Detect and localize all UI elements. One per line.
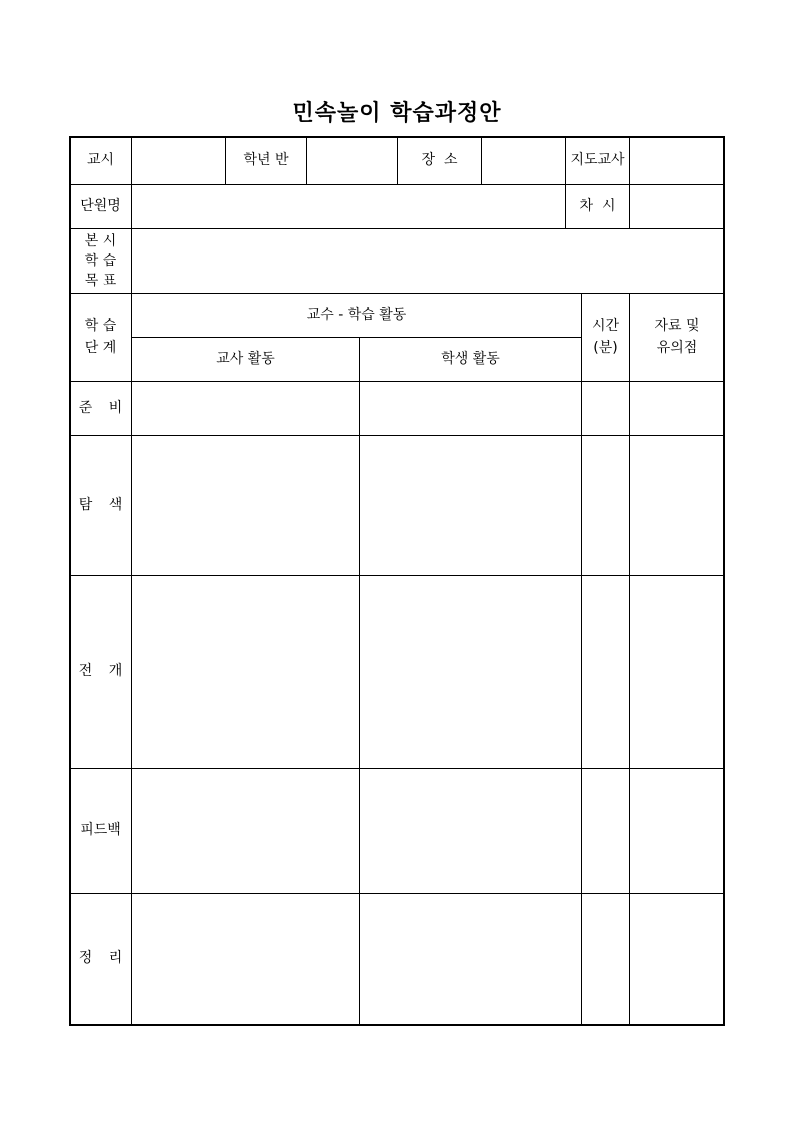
teacher-field[interactable] <box>630 137 724 184</box>
teacher-activity-cell[interactable] <box>132 576 359 768</box>
stage-label-explore: 탐 색 <box>78 496 123 513</box>
grade-class-field[interactable] <box>307 137 397 184</box>
teacher-activity-cell[interactable] <box>132 436 359 575</box>
goal-field[interactable] <box>132 229 724 293</box>
materials-cell[interactable] <box>630 576 724 768</box>
time-cell[interactable] <box>582 576 629 768</box>
time-cell[interactable] <box>582 436 629 575</box>
materials-cell[interactable] <box>630 894 724 1024</box>
time-header-line: (분) <box>593 339 618 356</box>
period-label: 교시 <box>86 151 115 168</box>
teacher-activity-cell[interactable] <box>132 894 359 1024</box>
session-field[interactable] <box>630 185 724 228</box>
stage-header-line: 단 계 <box>84 339 117 356</box>
student-activity-cell[interactable] <box>360 894 581 1024</box>
stage-label-prepare: 준 비 <box>78 399 123 416</box>
goal-label-line: 학 습 <box>84 252 117 269</box>
session-label: 차 시 <box>579 197 616 214</box>
goal-label-line: 본 시 <box>84 232 117 249</box>
stage-label-feedback: 피드백 <box>80 822 121 839</box>
grade-class-label: 학년 반 <box>243 151 289 168</box>
stage-header-line: 학 습 <box>84 317 117 334</box>
place-label: 장 소 <box>421 151 458 168</box>
activity-header: 교수 - 학습 활동 <box>306 306 407 323</box>
teacher-activity-header: 교사 활동 <box>216 350 275 367</box>
student-activity-cell[interactable] <box>360 382 581 435</box>
teacher-label: 지도교사 <box>570 151 625 168</box>
goal-label <box>70 229 131 293</box>
time-cell[interactable] <box>582 769 629 893</box>
student-activity-header: 학생 활동 <box>441 350 500 367</box>
stage-label-develop: 전 개 <box>78 663 123 680</box>
materials-cell[interactable] <box>630 436 724 575</box>
materials-header-line: 자료 및 <box>654 317 700 334</box>
student-activity-cell[interactable] <box>360 576 581 768</box>
period-field[interactable] <box>132 137 225 184</box>
student-activity-cell[interactable] <box>360 769 581 893</box>
stage-label-summary: 정 리 <box>78 950 123 967</box>
page-title: 민속놀이 학습과정안 <box>292 100 502 126</box>
unit-label: 단원명 <box>80 197 121 214</box>
materials-cell[interactable] <box>630 769 724 893</box>
stage-header <box>70 294 131 381</box>
place-field[interactable] <box>482 137 565 184</box>
student-activity-cell[interactable] <box>360 436 581 575</box>
goal-label-line: 목 표 <box>84 273 117 290</box>
time-cell[interactable] <box>582 382 629 435</box>
time-header <box>582 294 629 381</box>
time-header-line: 시간 <box>591 317 620 334</box>
materials-header-line: 유의점 <box>656 339 698 356</box>
materials-header <box>630 294 724 381</box>
teacher-activity-cell[interactable] <box>132 382 359 435</box>
materials-cell[interactable] <box>630 382 724 435</box>
unit-field[interactable] <box>132 185 565 228</box>
time-cell[interactable] <box>582 894 629 1024</box>
teacher-activity-cell[interactable] <box>132 769 359 893</box>
